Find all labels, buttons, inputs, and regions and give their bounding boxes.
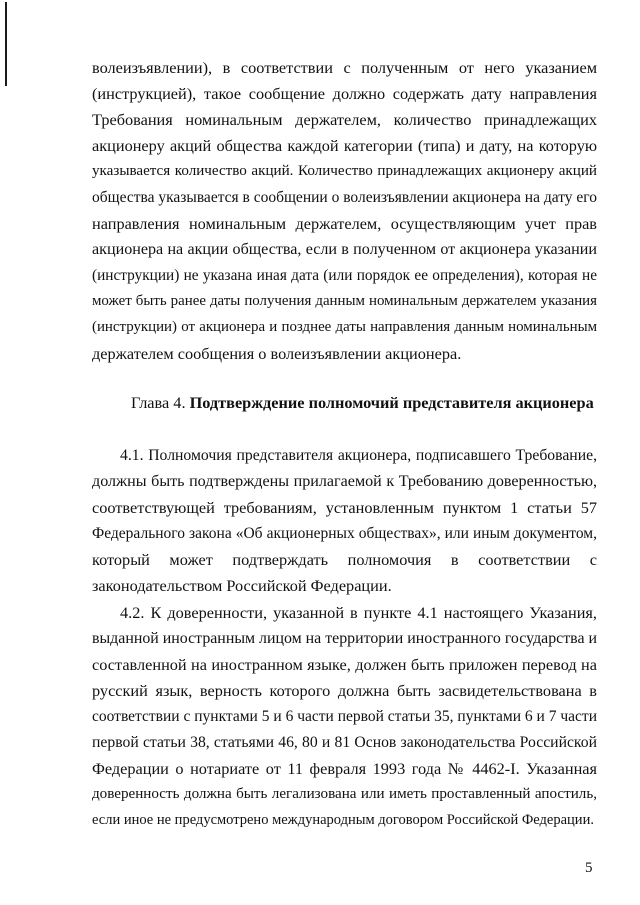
page-number: 5 [585,860,593,876]
text-line: если иное не предусмотрено международным договором Российской Федерации. [92,812,594,828]
chapter-heading [131,393,594,412]
text-line: первой статьи 38, статьями 46, 80 и 81 Основ законодательства Российской [92,734,597,751]
text-line: Федерального закона «Об акционерных обществах», или иным документом, [92,525,597,542]
text-line: русский язык, верность которого должна быть засвидетельствована в [92,681,597,700]
text-line: (инструкции) от акционера и позднее даты направления данным номинальным [92,319,597,335]
text-line: соответствии с пунктами 5 и 6 части первой статьи 35, пунктами 6 и 7 части [92,708,597,725]
text-line: соответствующей требованиям, установленным пунктом 1 статьи 57 [92,498,597,517]
text-line: 4.2. К доверенности, указанной в пункте 4.1 настоящего Указания, [120,603,597,622]
text-line: волеизъявлении), в соответствии с полученным от него указанием [92,58,597,77]
chapter-title: Подтверждение полномочий представителя акционера [189,393,594,412]
text-line: 4.1. Полномочия представителя акционера, подписавшего Требование, [120,447,597,464]
text-line: держателем сообщения о волеизъявлении акционера. [92,344,462,363]
text-line: Федерации о нотариате от 11 февраля 1993 года № 4462-I. Указанная [92,759,597,778]
text-line: доверенность должна быть легализована или иметь проставленный апостиль, [92,786,597,802]
text-line: направления номинальным держателем, осуществляющим учет прав [92,214,597,233]
text-line: (инструкцией), такое сообщение должно содержать дату направления [92,84,597,103]
text-line: который может подтверждать полномочия в соответствии с [92,550,597,569]
text-line: может быть ранее даты получения данным номинальным держателем указания [92,293,597,309]
text-line: выданной иностранным лицом на территории иностранного государства и [92,630,597,647]
chapter-prefix: Глава 4. [131,393,190,412]
text-line: указывается количество акций. Количество принадлежащих акционеру акций [92,163,597,179]
text-line: составленной на иностранном языке, должен быть приложен перевод на [92,655,597,674]
text-line: законодательством Российской Федерации. [92,576,392,595]
text-line: должны быть подтверждены прилагаемой к Требованию доверенностью, [92,473,597,490]
text-line: Требования номинальным держателем, количество принадлежащих [92,110,597,129]
text-line: (инструкции) не указана иная дата (или порядок ее определения), которая не [92,267,597,284]
text-line: общества указывается в сообщении о волеизъявлении акционера на дату его [92,189,597,206]
margin-mark [5,2,7,86]
text-line: акционеру акций общества каждой категории (типа) и дату, на которую [92,136,597,155]
text-line: акционера на акции общества, если в полученном от акционера указании [92,241,597,258]
